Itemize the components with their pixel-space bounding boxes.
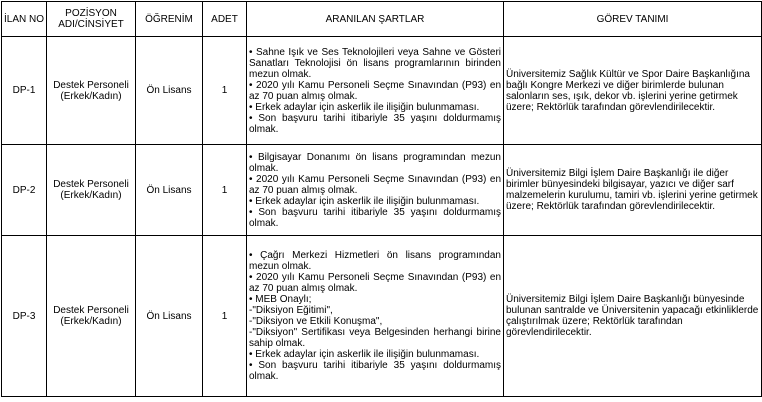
job-listing-table bbox=[1, 1, 762, 397]
requirement-item: -"Diksiyon ve Etkili Konuşma", bbox=[249, 316, 383, 327]
requirement-item: • Çağrı Merkezi Hizmetleri ön lisans programından mezun olmak. bbox=[249, 250, 501, 272]
header-ilan-no: İLAN NO bbox=[2, 2, 47, 37]
requirement-item: • 2020 yılı Kamu Personeli Seçme Sınavından (P93) en az 70 puan almış olmak. bbox=[249, 79, 501, 102]
requirement-item: • Erkek adaylar için askerlik ile ilişiğin bulunmaması. bbox=[249, 101, 480, 113]
gorev-cell: Üniversitemiz Bilgi İşlem Daire Başkanlığı bünyesinde bulunan santralde ve Üniversitenin yapacağı etkinliklerde çalıştırılmak üzere; Rektörlük tarafından görevlendirilecektir. bbox=[504, 236, 762, 397]
adet-cell: 1 bbox=[203, 37, 247, 145]
header-pozisyon: POZİSYON ADI/CİNSİYET bbox=[47, 2, 136, 37]
ogrenim-cell: Ön Lisans bbox=[136, 236, 203, 397]
adet-cell: 1 bbox=[203, 145, 247, 236]
requirement-item: • Sahne Işık ve Ses Teknolojileri veya Sahne ve Gösteri Sanatları Teknolojisi ön lisans programlarının birinden mezun olmak. bbox=[249, 46, 501, 80]
requirement-item: -"Diksiyon Eğitimi", bbox=[249, 305, 333, 316]
pozisyon-cell: Destek Personeli (Erkek/Kadın) bbox=[47, 236, 136, 397]
requirement-item: • Son başvuru tarihi itibariyle 35 yaşını doldurmamış olmak. bbox=[249, 112, 501, 135]
gorev-cell: Üniversitemiz Bilgi İşlem Daire Başkanlığı ile diğer birimler bünyesindeki bilgisayar, yazıcı ve diğer sarf malzemelerin kurulumu, tamiri vb. işlerini yerine getirmek üzere; Rektörlük tarafından görevlendirilecektir. bbox=[504, 145, 762, 236]
requirement-item: • Bilgisayar Donanımı ön lisans programından mezun olmak. bbox=[249, 151, 501, 174]
requirement-item: -"Diksiyon" Sertifikası veya Belgesinden herhangi birine sahip olmak. bbox=[249, 327, 501, 349]
table-row bbox=[2, 37, 762, 145]
sartlar-cell bbox=[247, 236, 504, 397]
adet-cell: 1 bbox=[203, 236, 247, 397]
header-adet: ADET bbox=[203, 2, 247, 37]
header-gorev: GÖREV TANIMI bbox=[504, 2, 762, 37]
requirement-item: • Son başvuru tarihi itibariyle 35 yaşını doldurmamış olmak. bbox=[249, 206, 501, 229]
requirement-item: • 2020 yılı Kamu Personeli Seçme Sınavından (P93) en az 70 puan almış olmak. bbox=[249, 173, 501, 196]
table-row bbox=[2, 236, 762, 397]
pozisyon-cell: Destek Personeli (Erkek/Kadın) bbox=[47, 145, 136, 236]
sartlar-cell bbox=[247, 145, 504, 236]
requirement-item: • Erkek adaylar için askerlik ile ilişiğin bulunmaması. bbox=[249, 195, 480, 207]
ilan-no-cell: DP-2 bbox=[2, 145, 47, 236]
ogrenim-cell: Ön Lisans bbox=[136, 145, 203, 236]
requirement-item: • Erkek adaylar için askerlik ile ilişiğin bulunmaması. bbox=[249, 349, 480, 360]
gorev-cell: Üniversitemiz Sağlık Kültür ve Spor Daire Başkanlığına bağlı Kongre Merkezi ve diğer birimlerde bulunan salonların ses, ışık, dekor vb. işlerini yerine getirmek üzere; Rektörlük tarafından görevlendirilecektir. bbox=[504, 37, 762, 145]
header-ogrenim: ÖĞRENİM bbox=[136, 2, 203, 37]
ilan-no-cell: DP-3 bbox=[2, 236, 47, 397]
header-row bbox=[2, 2, 762, 37]
pozisyon-cell: Destek Personeli (Erkek/Kadın) bbox=[47, 37, 136, 145]
requirement-item: • 2020 yılı Kamu Personeli Seçme Sınavından (P93) en az 70 puan almış olmak. bbox=[249, 272, 501, 294]
requirement-item: • MEB Onaylı; bbox=[249, 294, 312, 305]
ogrenim-cell: Ön Lisans bbox=[136, 37, 203, 145]
requirement-item: • Son başvuru tarihi itibariyle 35 yaşını doldurmamış olmak. bbox=[249, 360, 501, 382]
header-sartlar: ARANILAN ŞARTLAR bbox=[247, 2, 504, 37]
ilan-no-cell: DP-1 bbox=[2, 37, 47, 145]
table-row bbox=[2, 145, 762, 236]
sartlar-cell bbox=[247, 37, 504, 145]
